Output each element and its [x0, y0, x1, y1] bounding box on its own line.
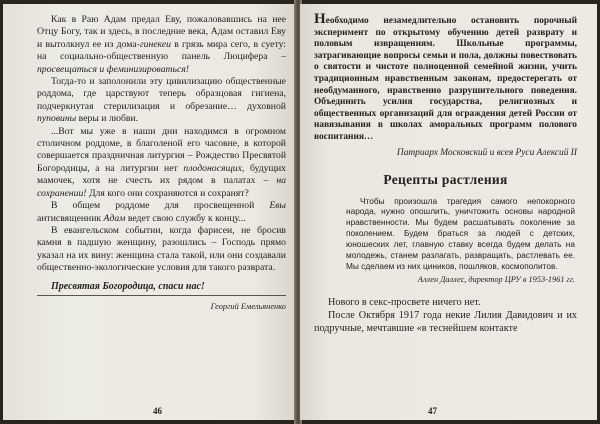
- body-paragraph-1: Нового в секс-просвете ничего нет.: [328, 296, 481, 308]
- prayer-line: Пресвятая Богородица, спаси нас!: [51, 280, 205, 292]
- left-paragraph-5: В евангельском событии, когда фарисеи, не бросив камня в падшую женщину, разошлись – Господь прямо указал на их вину: женщина стала такой, или они создавали общественно-экологические условия для такого разврата.: [37, 224, 286, 274]
- body-paragraph-2: После Октября 1917 года некие Лилия Давидович и их подручные, мечтавшие «в теснейшем контакте: [314, 309, 577, 334]
- page-number-right: 47: [428, 406, 437, 416]
- page-number-left: 46: [153, 406, 162, 416]
- body-text: [314, 296, 577, 335]
- left-paragraph-4: В общем роддоме для просвещенной Евы антисвященник Адам ведет свою службу к концу...: [37, 200, 286, 224]
- divider: [37, 295, 286, 296]
- author-signature: Георгий Емельяненко: [210, 301, 286, 311]
- drop-cap: Н: [314, 11, 326, 27]
- right-page: [300, 4, 597, 420]
- section-heading: Рецепты растления: [383, 171, 508, 187]
- appeal-text: Необходимо незамедлительно остановить порочный эксперимент по открытому обучению детей разврату и половым извращениям. Школьные программы, затрагивающие вопросы семьи и пола, должны повествовать о святости и чистоте полноценной семейной жизни, учить традиционным нравственным законам, предостерегать от необдуманного, нравственно разрушительного поведения. Объединить усилия государства, религиозных и общественных организаций для ограждения детей России от навязывания в школах аморальных программ полового воспитания…: [314, 11, 577, 142]
- quote-signature: Аллен Даллес, директор ЦРУ в 1953-1961 гг.: [417, 274, 575, 284]
- left-page: [3, 4, 296, 420]
- bold-appeal: [314, 11, 577, 144]
- left-paragraph-2: Тогда-то и заполонили эту цивилизацию общественные роддома, где царствуют теперь образцовая гигиена, подчеркнутая стерилизация и обрезание… духовной пуповины веры и любви.: [37, 76, 286, 125]
- dulles-quote: [346, 196, 575, 284]
- left-paragraph-1: Как в Раю Адам предал Еву, пожаловавшись на нее Отцу Богу, так и здесь, в последние века, Адам оставил Еву и вытолкнул ее из дома-гинекеи в грязь мира сего, в суету: на социально-общественную панель Люцифера – просвещаться и феминизироваться!: [37, 14, 286, 75]
- patriarch-signature: Патриарх Московский и всея Руси Алексий II: [396, 147, 577, 158]
- quote-text: Чтобы произошла трагедия самого непокорного народа, нужно опошлить, уничтожить основы народной нравственности. Мы будем расшатывать поколение за поколением. Будем браться за людей с детских, юношеских лет, главную ставку всегда будем делать на молодежь, станем разлагать, развращать, растлевать ее. Мы сделаем из них циников, пошляков, космополитов.: [346, 195, 575, 271]
- left-paragraph-3: ...Вот мы уже в наши дни находимся в огромном столичном роддоме, в благоленой его часовне, в которой совершается праздничная литургия – Рождество Пресвятой Богородицы, а на литургии нет плодоносящих, будущих мамочек, хотя не счесть их рядом в палатах – на сохранении! Для кого они сохраняются и сохранят?: [37, 125, 286, 199]
